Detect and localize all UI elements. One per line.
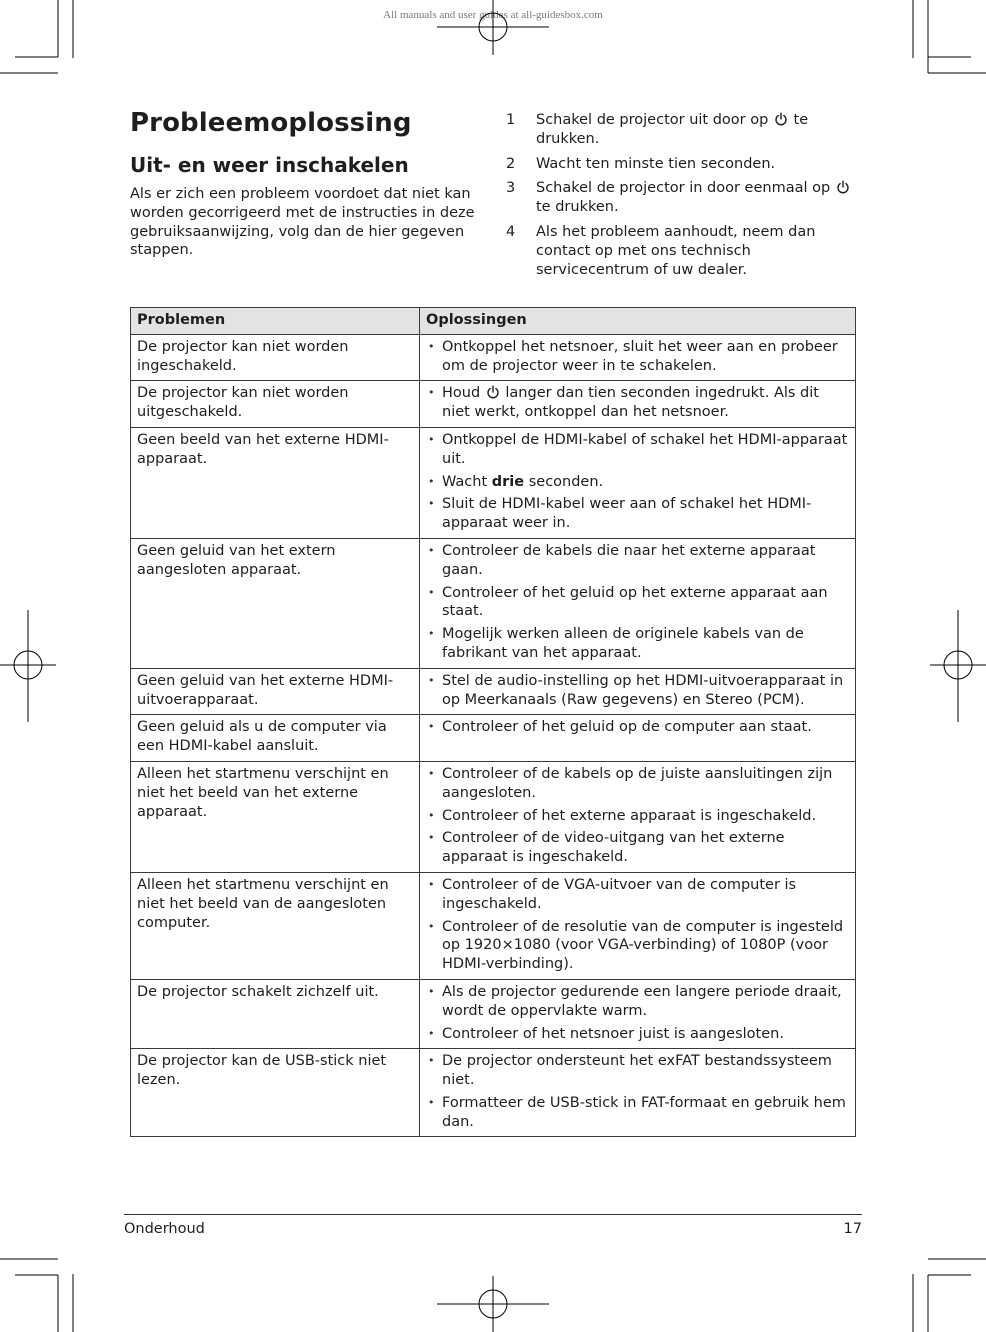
solution-cell xyxy=(420,668,856,715)
solution-item xyxy=(426,384,849,422)
solution-list xyxy=(426,765,849,867)
solution-cell xyxy=(420,761,856,872)
solution-item: • De projector ondersteunt het exFAT bestandssysteem niet. xyxy=(426,1052,849,1090)
table-row xyxy=(131,427,856,538)
problem-cell: De projector kan niet worden uitgeschakeld. xyxy=(131,381,420,428)
solution-cell xyxy=(420,334,856,381)
power-icon xyxy=(774,112,788,126)
solution-list xyxy=(426,431,849,533)
header-problems: Problemen xyxy=(131,308,420,335)
footer-section: Onderhoud xyxy=(124,1221,205,1237)
solution-list xyxy=(426,983,849,1043)
solution-list xyxy=(426,876,849,974)
step-text-part: Schakel de projector in door eenmaal op xyxy=(536,180,831,197)
table-header-row xyxy=(131,308,856,335)
solution-cell xyxy=(420,715,856,762)
step-text-part: te drukken. xyxy=(536,199,619,216)
step-number: 2 xyxy=(506,155,516,172)
step-text xyxy=(536,111,858,149)
watermark: All manuals and user guides at all-guidesbox.com xyxy=(383,9,603,21)
step-text xyxy=(536,179,858,217)
intro-paragraph: Als er zich een probleem voordoet dat niet kan worden gecorrigeerd met de instructies in deze gebruiksaanwijzing, volg dan de hier gegeven stappen. xyxy=(130,186,475,259)
solution-item: • Controleer of het netsnoer juist is aangesloten. xyxy=(426,1025,849,1044)
solution-cell xyxy=(420,538,856,668)
problem-cell: Alleen het startmenu verschijnt en niet het beeld van het externe apparaat. xyxy=(131,761,420,872)
problem-cell: Geen geluid van het externe HDMI-uitvoerapparaat. xyxy=(131,668,420,715)
solution-item: • Controleer de kabels die naar het externe apparaat gaan. xyxy=(426,542,849,580)
step-item xyxy=(506,111,858,149)
solution-list xyxy=(426,338,849,376)
problem-cell: Geen beeld van het externe HDMI-apparaat. xyxy=(131,427,420,538)
solution-list xyxy=(426,718,849,737)
step-item xyxy=(506,223,858,279)
step-item xyxy=(506,179,858,217)
solution-list xyxy=(426,384,849,422)
power-icon xyxy=(836,180,850,194)
solution-text-part: Houd xyxy=(442,385,481,402)
power-icon xyxy=(486,385,500,399)
table-row xyxy=(131,872,856,979)
step-item xyxy=(506,155,858,174)
solution-cell xyxy=(420,1049,856,1137)
solution-item: • Als de projector gedurende een langere periode draait, wordt de oppervlakte warm. xyxy=(426,983,849,1021)
step-number: 3 xyxy=(506,180,516,197)
step-text-part: Als het probleem aanhoudt, neem dan contact op met ons technisch servicecentrum of uw dealer. xyxy=(536,223,816,278)
step-text-part: Schakel de projector uit door op xyxy=(536,112,769,128)
solution-item: • Stel de audio-instelling op het HDMI-uitvoerapparaat in op Meerkanaals (Raw gegevens) en Stereo (PCM). xyxy=(426,672,849,710)
page-title: Probleemoplossing xyxy=(130,108,412,138)
solution-item: • Controleer of de kabels op de juiste aansluitingen zijn aangesloten. xyxy=(426,765,849,803)
step-text xyxy=(536,155,858,174)
section-heading: Uit- en weer inschakelen xyxy=(130,153,409,177)
step-text xyxy=(536,223,858,279)
solution-text-part: Wacht xyxy=(442,473,488,490)
solution-cell xyxy=(420,979,856,1048)
solution-text-part: langer dan tien seconden ingedrukt. Als dit niet werkt, ontkoppel dan het netsnoer. xyxy=(442,385,819,421)
solution-text-part: seconden. xyxy=(528,473,604,490)
problem-cell: De projector kan niet worden ingeschakeld. xyxy=(131,334,420,381)
step-text-part: te drukken. xyxy=(536,112,809,147)
footer-divider xyxy=(124,1214,862,1215)
solution-item: • Controleer of het geluid op het externe apparaat aan staat. xyxy=(426,584,849,622)
solution-item: • Controleer of het geluid op de computer aan staat. xyxy=(426,718,849,737)
solution-item: • Ontkoppel de HDMI-kabel of schakel het HDMI-apparaat uit. xyxy=(426,431,849,469)
page-number: 17 xyxy=(843,1221,862,1237)
solution-item: • Controleer of de video-uitgang van het externe apparaat is ingeschakeld. xyxy=(426,829,849,867)
solution-list xyxy=(426,542,849,663)
solution-list xyxy=(426,1052,849,1131)
solution-emphasis: drie xyxy=(491,473,525,490)
step-number: 1 xyxy=(506,112,516,128)
step-text-part: Wacht ten minste tien seconden. xyxy=(536,155,776,172)
solution-cell xyxy=(420,872,856,979)
solution-item: • Ontkoppel het netsnoer, sluit het weer aan en probeer om de projector weer in te schakelen. xyxy=(426,338,849,376)
table-row xyxy=(131,979,856,1048)
solution-item: • Controleer of de VGA-uitvoer van de computer is ingeschakeld. xyxy=(426,876,849,914)
table-row xyxy=(131,334,856,381)
problem-cell: De projector kan de USB-stick niet lezen. xyxy=(131,1049,420,1137)
table-row xyxy=(131,761,856,872)
solution-item: • Controleer of het externe apparaat is ingeschakeld. xyxy=(426,807,849,826)
solution-item: • Controleer of de resolutie van de computer is ingesteld op 1920×1080 (voor VGA-verbinding) of 1080P (voor HDMI-verbinding). xyxy=(426,918,849,974)
table-row xyxy=(131,1049,856,1137)
problem-cell: Geen geluid van het extern aangesloten apparaat. xyxy=(131,538,420,668)
solution-cell xyxy=(420,427,856,538)
table-row xyxy=(131,715,856,762)
header-solutions: Oplossingen xyxy=(420,308,856,335)
solution-item: • Formatteer de USB-stick in FAT-formaat en gebruik hem dan. xyxy=(426,1094,849,1132)
problem-cell: Alleen het startmenu verschijnt en niet het beeld van de aangesloten computer. xyxy=(131,872,420,979)
troubleshooting-table xyxy=(130,307,856,1137)
problem-cell: De projector schakelt zichzelf uit. xyxy=(131,979,420,1048)
table-row xyxy=(131,381,856,428)
solution-list xyxy=(426,672,849,710)
steps-list xyxy=(506,111,858,285)
problem-cell: Geen geluid als u de computer via een HDMI-kabel aansluit. xyxy=(131,715,420,762)
solution-item: • Sluit de HDMI-kabel weer aan of schakel het HDMI-apparaat weer in. xyxy=(426,495,849,533)
solution-item xyxy=(426,473,849,492)
solution-item: • Mogelijk werken alleen de originele kabels van de fabrikant van het apparaat. xyxy=(426,625,849,663)
step-number: 4 xyxy=(506,223,516,240)
solution-cell xyxy=(420,381,856,428)
table-row xyxy=(131,668,856,715)
table-row xyxy=(131,538,856,668)
